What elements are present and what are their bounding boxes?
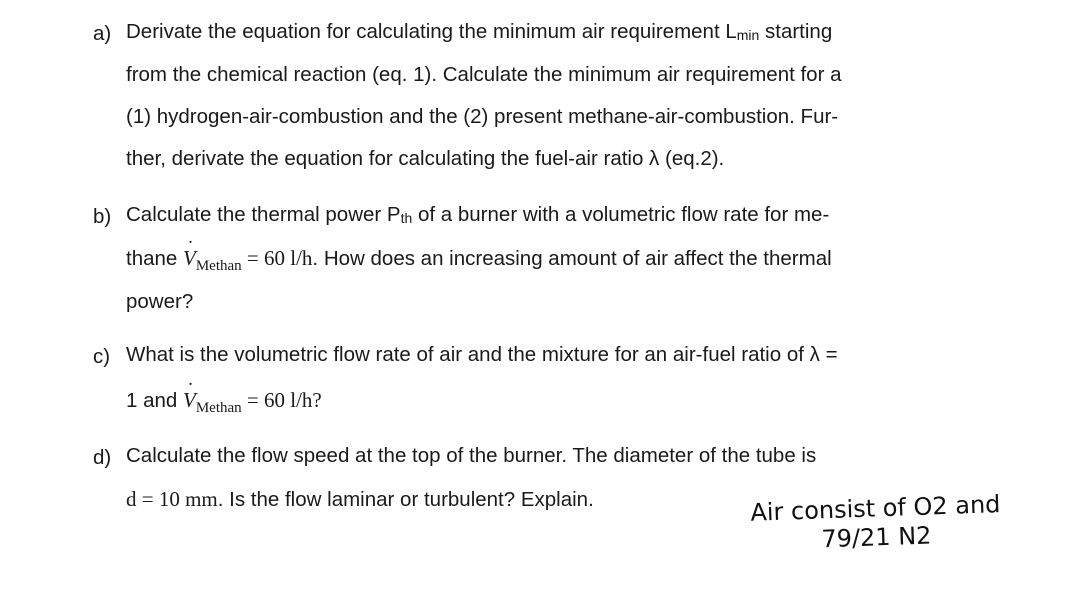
methan-subscript: Methan [195, 258, 242, 274]
flow-equation: = 60 l/h [241, 246, 313, 270]
question-d-line-2 [126, 489, 594, 511]
question-b-line-3: power? [126, 290, 194, 313]
question-a-line-1-text: Derivate the equation for calculating the minimum air requirement L [126, 20, 737, 43]
question-d-label: d) [93, 446, 112, 469]
question-d-line-2-end: . Is the flow laminar or turbulent? Explain. [217, 488, 594, 511]
question-b-line-2-end: . How does an increasing amount of air affect the thermal [312, 247, 832, 270]
methan-subscript: Methan [195, 400, 242, 416]
note-line-2: 79/21 N2 [820, 521, 932, 554]
note-line-1: Air consist of O2 and [749, 490, 1001, 527]
question-b-line-1 [126, 205, 829, 226]
flow-equation: = 60 l/h? [241, 388, 322, 412]
question-c-label: c) [93, 345, 111, 368]
question-b-line-1-text: Calculate the thermal power P [126, 203, 401, 226]
question-d-line-1: Calculate the flow speed at the top of the burner. The diameter of the tube is [126, 444, 817, 467]
diameter-equation: d = 10 mm [126, 487, 218, 511]
pth-subscript: th [400, 210, 413, 226]
question-b-line-1-end: of a burner with a volumetric flow rate for me- [412, 203, 830, 226]
lmin-subscript: min [736, 27, 760, 43]
question-a-line-4: ther, derivate the equation for calculating the fuel-air ratio λ (eq.2). [126, 147, 725, 170]
question-b-line-2 [126, 246, 832, 274]
question-b-line-2-start: thane [126, 247, 183, 270]
v-dot-symbol: ˙ V [183, 248, 196, 269]
question-c-line-2-start: 1 and [126, 389, 183, 412]
question-a-label: a) [93, 22, 112, 45]
question-c-line-1: What is the volumetric flow rate of air and the mixture for an air-fuel ratio of λ = [126, 343, 838, 366]
question-a-line-3: (1) hydrogen-air-combustion and the (2) present methane-air-combustion. Fur- [126, 105, 839, 128]
question-a-line-1 [126, 22, 832, 43]
question-c-line-2 [126, 388, 322, 416]
v-dot-symbol: ˙ V [183, 390, 196, 411]
question-a-line-1-end: starting [759, 20, 833, 43]
question-a-line-2: from the chemical reaction (eq. 1). Calculate the minimum air requirement for a [126, 63, 842, 86]
question-b-label: b) [93, 205, 112, 228]
air-composition-note [715, 489, 1037, 558]
